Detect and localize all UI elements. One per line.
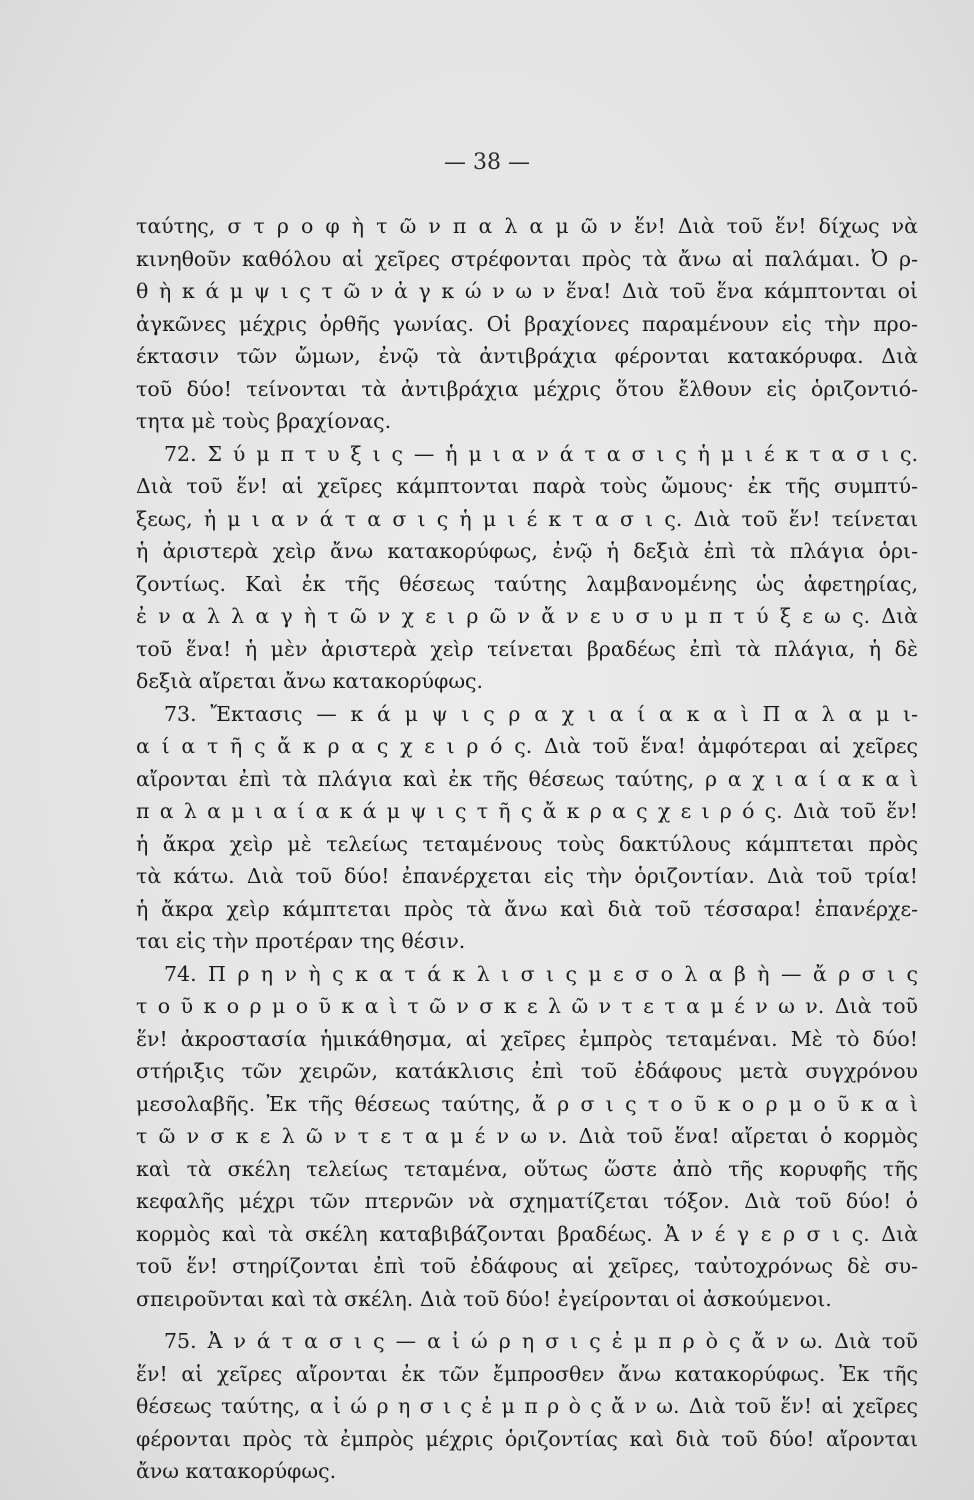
text-line: κεφαλῆς μέχρι τῶν πτερνῶν νὰ σχηματίζεται τόξον. Διὰ τοῦ δύο! ὁ <box>136 1189 918 1213</box>
text-line: ἐ ν α λ λ α γ ὴ τ ῶ ν χ ε ι ρ ῶ ν ἄ ν ε υ σ υ μ π τ ύ ξ ε ω ς. Διὰ <box>136 604 918 628</box>
text-line: φέρονται πρὸς τὰ ἐμπρὸς μέχρις ὁριζοντίας καὶ διὰ τοῦ δύο! αἴρονται <box>136 1426 918 1451</box>
text-line: ἀγκῶνες μέχρις ὀρθῆς γωνίας. Οἱ βραχίονες παραμένουν εἰς τὴν προ- <box>136 311 918 336</box>
text-line: ταύτης, σ τ ρ ο φ ὴ τ ῶ ν π α λ α μ ῶ ν ἕν! Διὰ τοῦ ἕν! δίχως νὰ <box>136 214 918 238</box>
text-line: αἴρονται ἐπὶ τὰ πλάγια καὶ ἐκ τῆς θέσεως ταύτης, ρ α χ ι α ί α κ α ὶ <box>136 766 918 791</box>
text-line: ἕν! αἱ χεῖρες αἴρονται ἐκ τῶν ἔμπροσθεν ἄνω κατακορύφως. Ἐκ τῆς <box>136 1361 918 1386</box>
text-line: ζοντίως. Καὶ ἐκ τῆς θέσεως ταύτης λαμβανομένης ὡς ἀφετηρίας, <box>136 571 918 596</box>
text-line: α ί α τ ῆ ς ἄ κ ρ α ς χ ε ι ρ ό ς. Διὰ τοῦ ἕνα! ἀμφότεραι αἱ χεῖρες <box>136 734 918 758</box>
text-line: π α λ α μ ι α ί α κ ά μ ψ ι ς τ ῆ ς ἄ κ ρ α ς χ ε ι ρ ό ς. Διὰ τοῦ ἕν! <box>136 799 918 823</box>
text-line: τὰ κάτω. Διὰ τοῦ δύο! ἐπανέρχεται εἰς τὴν ὁριζοντίαν. Διὰ τοῦ τρία! <box>136 864 918 888</box>
text-line: ξεως, ἡ μ ι α ν ά τ α σ ι ς ἡ μ ι έ κ τ α σ ι ς. Διὰ τοῦ ἕν! τείνεται <box>136 506 918 531</box>
text-line: κινηθοῦν καθόλου αἱ χεῖρες στρέφονται πρὸς τὰ ἄνω αἱ παλάμαι. Ὀ ρ- <box>136 246 918 271</box>
text-line: έκτασιν τῶν ὤμων, ἐνῷ τὰ ἀντιβράχια φέρονται κατακόρυφα. Διὰ <box>136 344 918 368</box>
text-line: ἡ ἄκρα χεὶρ μὲ τελείως τεταμένους τοὺς δακτύλους κάμπτεται πρὸς <box>136 831 918 856</box>
paragraph-gap <box>136 1315 918 1325</box>
page-number: — 38 — <box>444 150 530 175</box>
text-line: τοῦ δύο! τείνονται τὰ ἀντιβράχια μέχρις ὅτου ἔλθουν εἰς ὁριζοντιό- <box>136 376 918 401</box>
text-line: σπειροῦνται καὶ τὰ σκέλη. Διὰ τοῦ δύο! ἐγείρονται οἱ ἀσκούμενοι. <box>136 1286 832 1311</box>
text-line: θ ὴ κ ά μ ψ ι ς τ ῶ ν ἀ γ κ ώ ν ω ν ἕνα! Διὰ τοῦ ἕνα κάμπτονται οἱ <box>136 279 918 303</box>
text-line: ται εἰς τὴν προτέραν της θέσιν. <box>136 929 466 953</box>
text-line: 72. Σ ύ μ π τ υ ξ ι ς — ἡ μ ι α ν ά τ α σ ι ς ἡ μ ι έ κ τ α σ ι ς. <box>164 441 918 466</box>
text-line: 74. Π ρ η ν ὴ ς κ α τ ά κ λ ι σ ι ς μ ε σ ο λ α β ὴ — ἄ ρ σ ι ς <box>164 961 918 986</box>
text-line: στήριξις τῶν χειρῶν, κατάκλισις ἐπὶ τοῦ ἐδάφους μετὰ συγχρόνου <box>136 1059 918 1083</box>
text-line: ἡ ἄκρα χεὶρ κάμπτεται πρὸς τὰ ἄνω καὶ διὰ τοῦ τέσσαρα! ἐπανέρχε- <box>136 896 918 921</box>
text-line: θέσεως ταύτης, α ἰ ώ ρ η σ ι ς ἐ μ π ρ ὸ ς ἄ ν ω. Διὰ τοῦ ἕν! αἱ χεῖρες <box>136 1394 918 1418</box>
text-line: κορμὸς καὶ τὰ σκέλη καταβιβάζονται βραδέως. Ἀ ν έ γ ε ρ σ ι ς. Διὰ <box>136 1221 918 1246</box>
text-line: δεξιὰ αἴρεται ἄνω κατακορύφως. <box>136 669 484 693</box>
text-line: ἡ ἀριστερὰ χεὶρ ἄνω κατακορύφως, ἐνῷ ἡ δεξιὰ ἐπὶ τὰ πλάγια ὁρι- <box>136 539 918 563</box>
text-line: τητα μὲ τοὺς βραχίονας. <box>136 409 392 433</box>
text-line: 75. Ἀ ν ά τ α σ ι ς — α ἰ ώ ρ η σ ι ς ἐ μ π ρ ὸ ς ἄ ν ω. Διὰ τοῦ <box>164 1329 918 1353</box>
text-line: τοῦ ἕνα! ἡ μὲν ἀριστερὰ χεὶρ τείνεται βραδέως ἐπὶ τὰ πλάγια, ἡ δὲ <box>136 636 918 661</box>
text-line: καὶ τὰ σκέλη τελείως τεταμένα, οὕτως ὥστε ἀπὸ τῆς κορυφῆς τῆς <box>136 1156 918 1181</box>
body-text <box>136 210 918 1488</box>
text-line: Διὰ τοῦ ἕν! αἱ χεῖρες κάμπτονται παρὰ τοὺς ὤμους· ἐκ τῆς συμπτύ- <box>136 474 918 498</box>
text-line: τ ῶ ν σ κ ε λ ῶ ν τ ε τ α μ έ ν ω ν. Διὰ τοῦ ἕνα! αἴρεται ὁ κορμὸς <box>136 1124 918 1148</box>
text-line: 73. Ἔκτασις — κ ά μ ψ ι ς ρ α χ ι α ί α κ α ὶ Π α λ α μ ι- <box>164 701 918 726</box>
text-line: μεσολαβῆς. Ἐκ τῆς θέσεως ταύτης, ἄ ρ σ ι ς τ ο ῦ κ ο ρ μ ο ῦ κ α ὶ <box>136 1091 918 1116</box>
text-line: ἄνω κατακορύφως. <box>136 1459 337 1483</box>
text-line: τ ο ῦ κ ο ρ μ ο ῦ κ α ὶ τ ῶ ν σ κ ε λ ῶ ν τ ε τ α μ έ ν ω ν. Διὰ τοῦ <box>136 994 918 1018</box>
text-line: τοῦ ἕν! στηρίζονται ἐπὶ τοῦ ἐδάφους αἱ χεῖρες, ταὐτοχρόνως δὲ συ- <box>136 1254 918 1278</box>
text-line: ἕν! ἀκροστασία ἡμικάθησμα, αἱ χεῖρες ἐμπρὸς τεταμέναι. Μὲ τὸ δύο! <box>136 1026 918 1051</box>
